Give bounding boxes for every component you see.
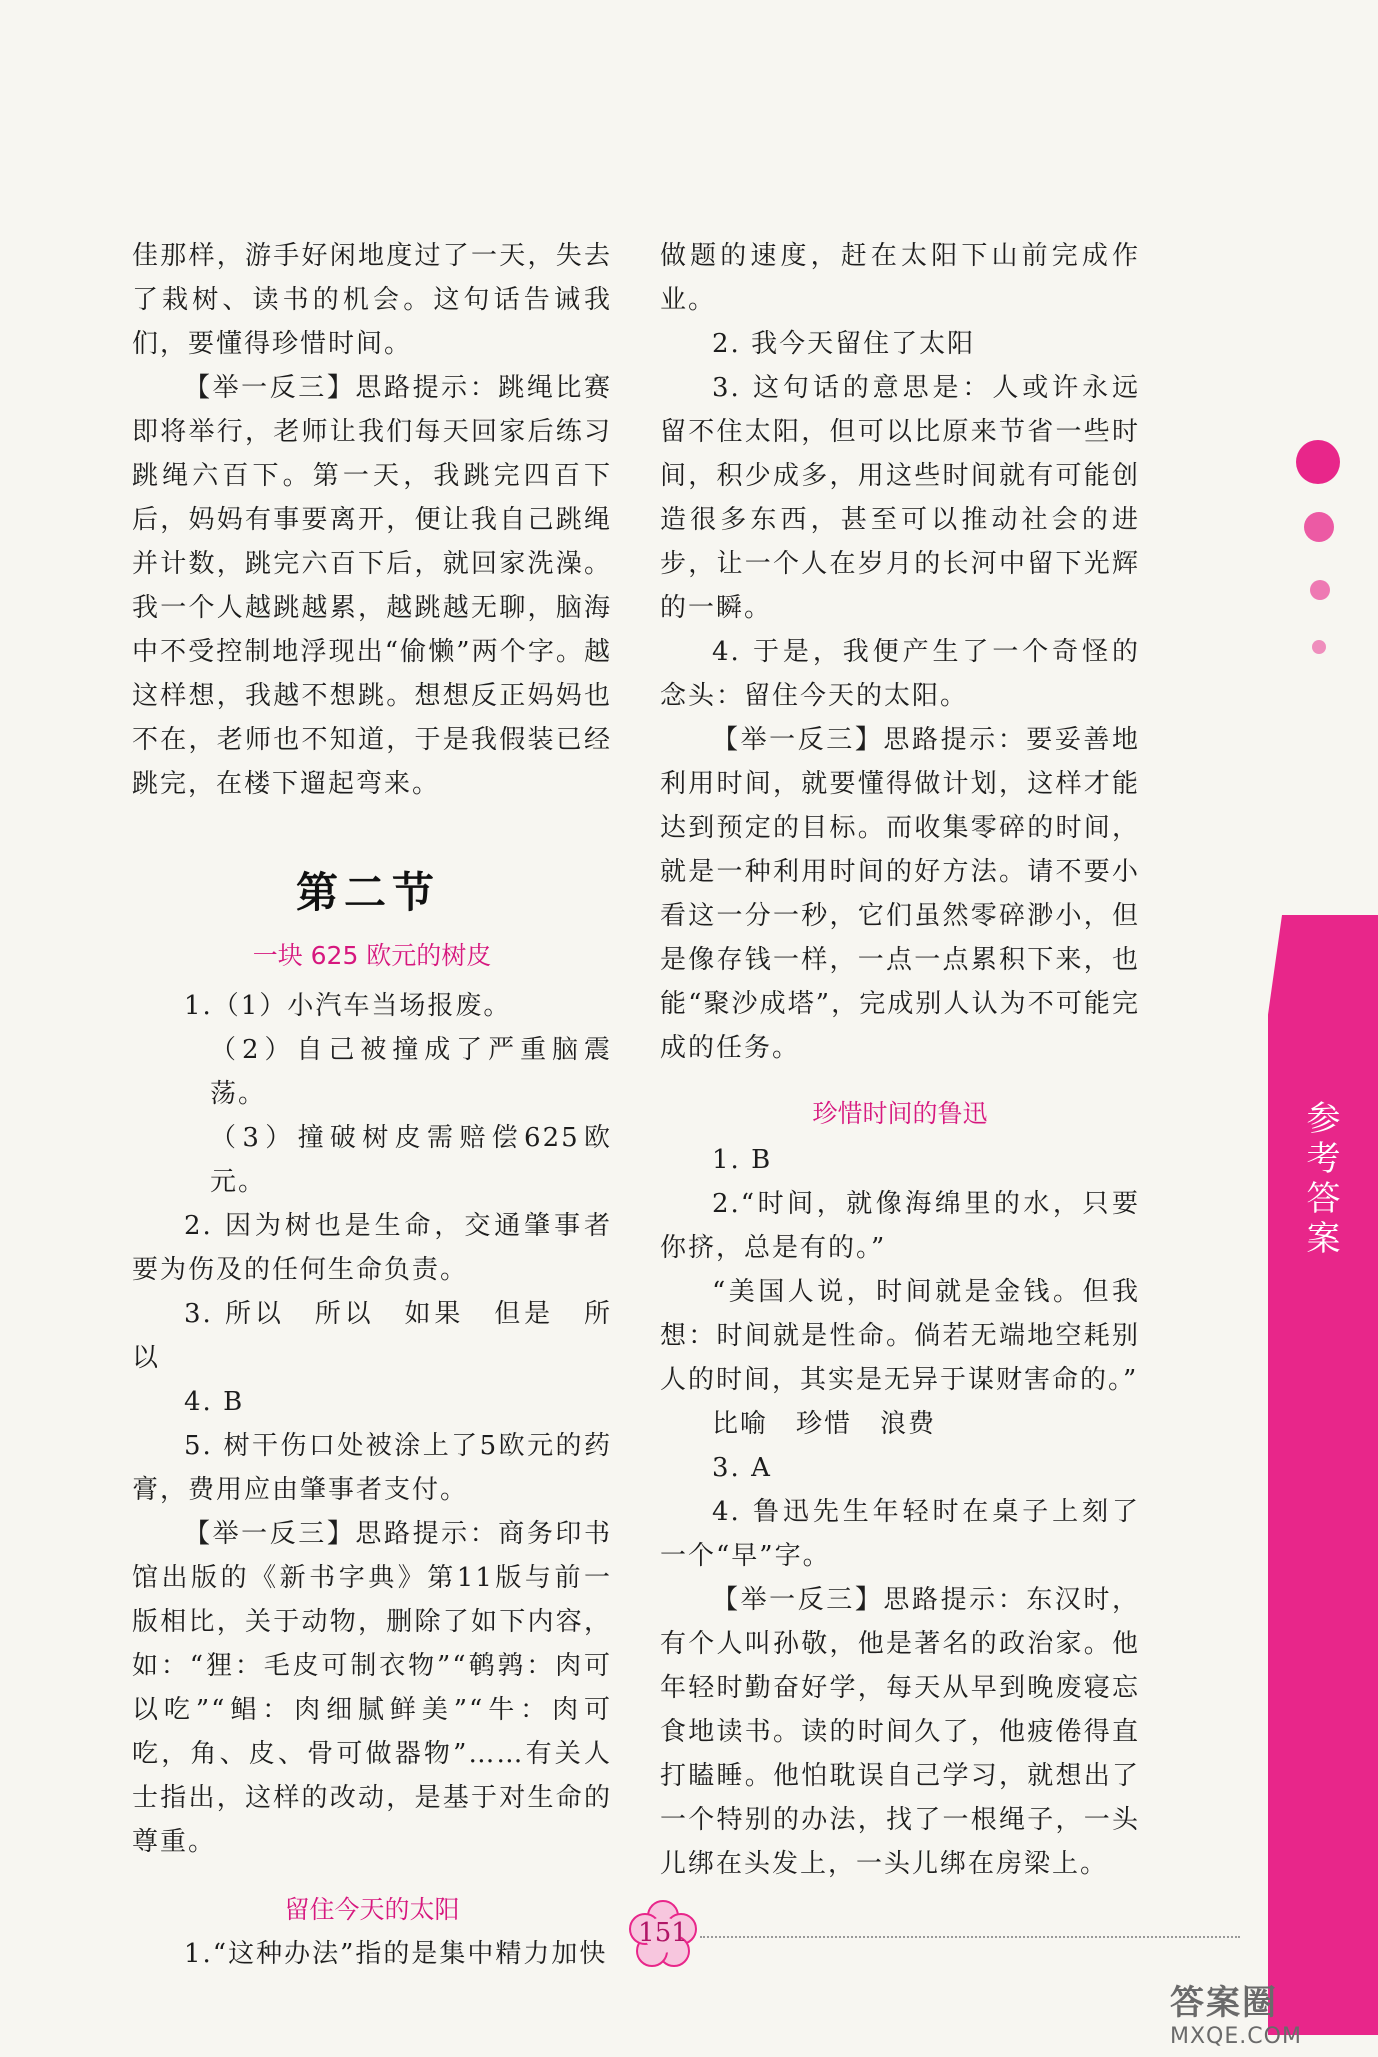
section-heading: 第二节 bbox=[296, 868, 441, 917]
right-column bbox=[660, 234, 1140, 1886]
answer-item: 3. 所以 所以 如果 但是 所以 bbox=[132, 1299, 612, 1373]
left-column bbox=[132, 234, 612, 806]
answer-item: （3）撞破树皮需赔偿625欧元。 bbox=[210, 1123, 612, 1197]
answer-item: “美国人说，时间就是金钱。但我想：时间就是性命。倘若无端地空耗别人的时间，其实是无异于谋财害命的。” bbox=[660, 1277, 1140, 1395]
answer-item: 1.（1）小汽车当场报废。 bbox=[184, 991, 512, 1021]
side-tab-label: 参考答案 bbox=[1300, 1100, 1340, 1260]
page-number: 151 bbox=[638, 1918, 688, 1948]
answer-item: 2.“时间，就像海绵里的水，只要你挤，总是有的。” bbox=[660, 1189, 1140, 1263]
paragraph: 佳那样，游手好闲地度过了一天，失去了栽树、读书的机会。这句话告诫我们，要懂得珍惜时间。 bbox=[132, 241, 612, 359]
decorative-dot bbox=[1296, 440, 1340, 484]
answer-item: 【举一反三】思路提示：要妥善地利用时间，就要懂得做计划，这样才能达到预定的目标。而收集零碎的时间，就是一种利用时间的好方法。请不要小看这一分一秒，它们虽然零碎渺小，但是像存钱一样，一点一点累积下来，也能“聚沙成塔”，完成别人认为不可能完成的任务。 bbox=[660, 725, 1140, 1063]
watermark bbox=[1170, 1975, 1302, 2049]
watermark-logo: 答案圈 bbox=[1170, 1983, 1278, 2023]
decorative-dot bbox=[1312, 640, 1326, 654]
answer-item: 做题的速度，赶在太阳下山前完成作业。 bbox=[660, 241, 1140, 315]
answer-item: 1.“这种办法”指的是集中精力加快 bbox=[184, 1939, 608, 1969]
answer-item: 5. 树干伤口处被涂上了5欧元的药膏，费用应由肇事者支付。 bbox=[132, 1431, 612, 1505]
answer-item: 1. B bbox=[712, 1145, 773, 1175]
left-column-section2 bbox=[132, 934, 612, 1976]
page-number-badge bbox=[628, 1900, 698, 1970]
decorative-dot bbox=[1304, 512, 1334, 542]
answer-item: 4. B bbox=[184, 1387, 245, 1417]
watermark-url: MXQE.COM bbox=[1170, 2024, 1302, 2049]
answer-item: 3. 这句话的意思是：人或许永远留不住太阳，但可以比原来节省一些时间，积少成多，用这些时间就有可能创造很多东西，甚至可以推动社会的进步，让一个人在岁月的长河中留下光辉的一瞬。 bbox=[660, 373, 1140, 623]
answer-item: 比喻 珍惜 浪费 bbox=[712, 1409, 937, 1439]
answer-item: 【举一反三】思路提示：商务印书馆出版的《新书字典》第11版与前一版相比，关于动物，删除了如下内容，如：“狸：毛皮可制衣物”“鹌鹑：肉可以吃”“鲳：肉细腻鲜美”“牛：肉可吃，角、皮、骨可做器物”……有关人士指出，这样的改动，是基于对生命的尊重。 bbox=[132, 1519, 612, 1857]
footer-divider bbox=[700, 1936, 1240, 1938]
paragraph: 【举一反三】思路提示：跳绳比赛即将举行，老师让我们每天回家后练习跳绳六百下。第一天，我跳完四百下后，妈妈有事要离开，便让我自己跳绳并计数，跳完六百下后，就回家洗澡。我一个人越跳越累，越跳越无聊，脑海中不受控制地浮现出“偷懒”两个字。越这样想，我越不想跳。想想反正妈妈也不在，老师也不知道，于是我假装已经跳完，在楼下遛起弯来。 bbox=[132, 373, 612, 799]
subheading-sun: 留住今天的太阳 bbox=[284, 1895, 460, 1924]
answer-item: 4. 于是，我便产生了一个奇怪的念头：留住今天的太阳。 bbox=[660, 637, 1140, 711]
answer-item: 3. A bbox=[712, 1453, 772, 1483]
subheading-bark: 一块 625 欧元的树皮 bbox=[252, 941, 492, 970]
answer-item: 2. 因为树也是生命，交通肇事者要为伤及的任何生命负责。 bbox=[132, 1211, 612, 1285]
answer-item: （2）自己被撞成了严重脑震荡。 bbox=[210, 1035, 612, 1109]
answer-item: 2. 我今天留住了太阳 bbox=[712, 329, 976, 359]
side-tab bbox=[1268, 915, 1378, 2035]
answer-item: 4. 鲁迅先生年轻时在桌子上刻了一个“早”字。 bbox=[660, 1497, 1140, 1571]
answer-item: 【举一反三】思路提示：东汉时，有个人叫孙敬，他是著名的政治家。他年轻时勤奋好学，每天从早到晚废寝忘食地读书。读的时间久了，他疲倦得直打瞌睡。他怕耽误自己学习，就想出了一个特别的办法，找了一根绳子，一头儿绑在头发上，一头儿绑在房梁上。 bbox=[660, 1585, 1140, 1879]
decorative-dot bbox=[1310, 580, 1330, 600]
subheading-luxun: 珍惜时间的鲁迅 bbox=[812, 1099, 988, 1128]
